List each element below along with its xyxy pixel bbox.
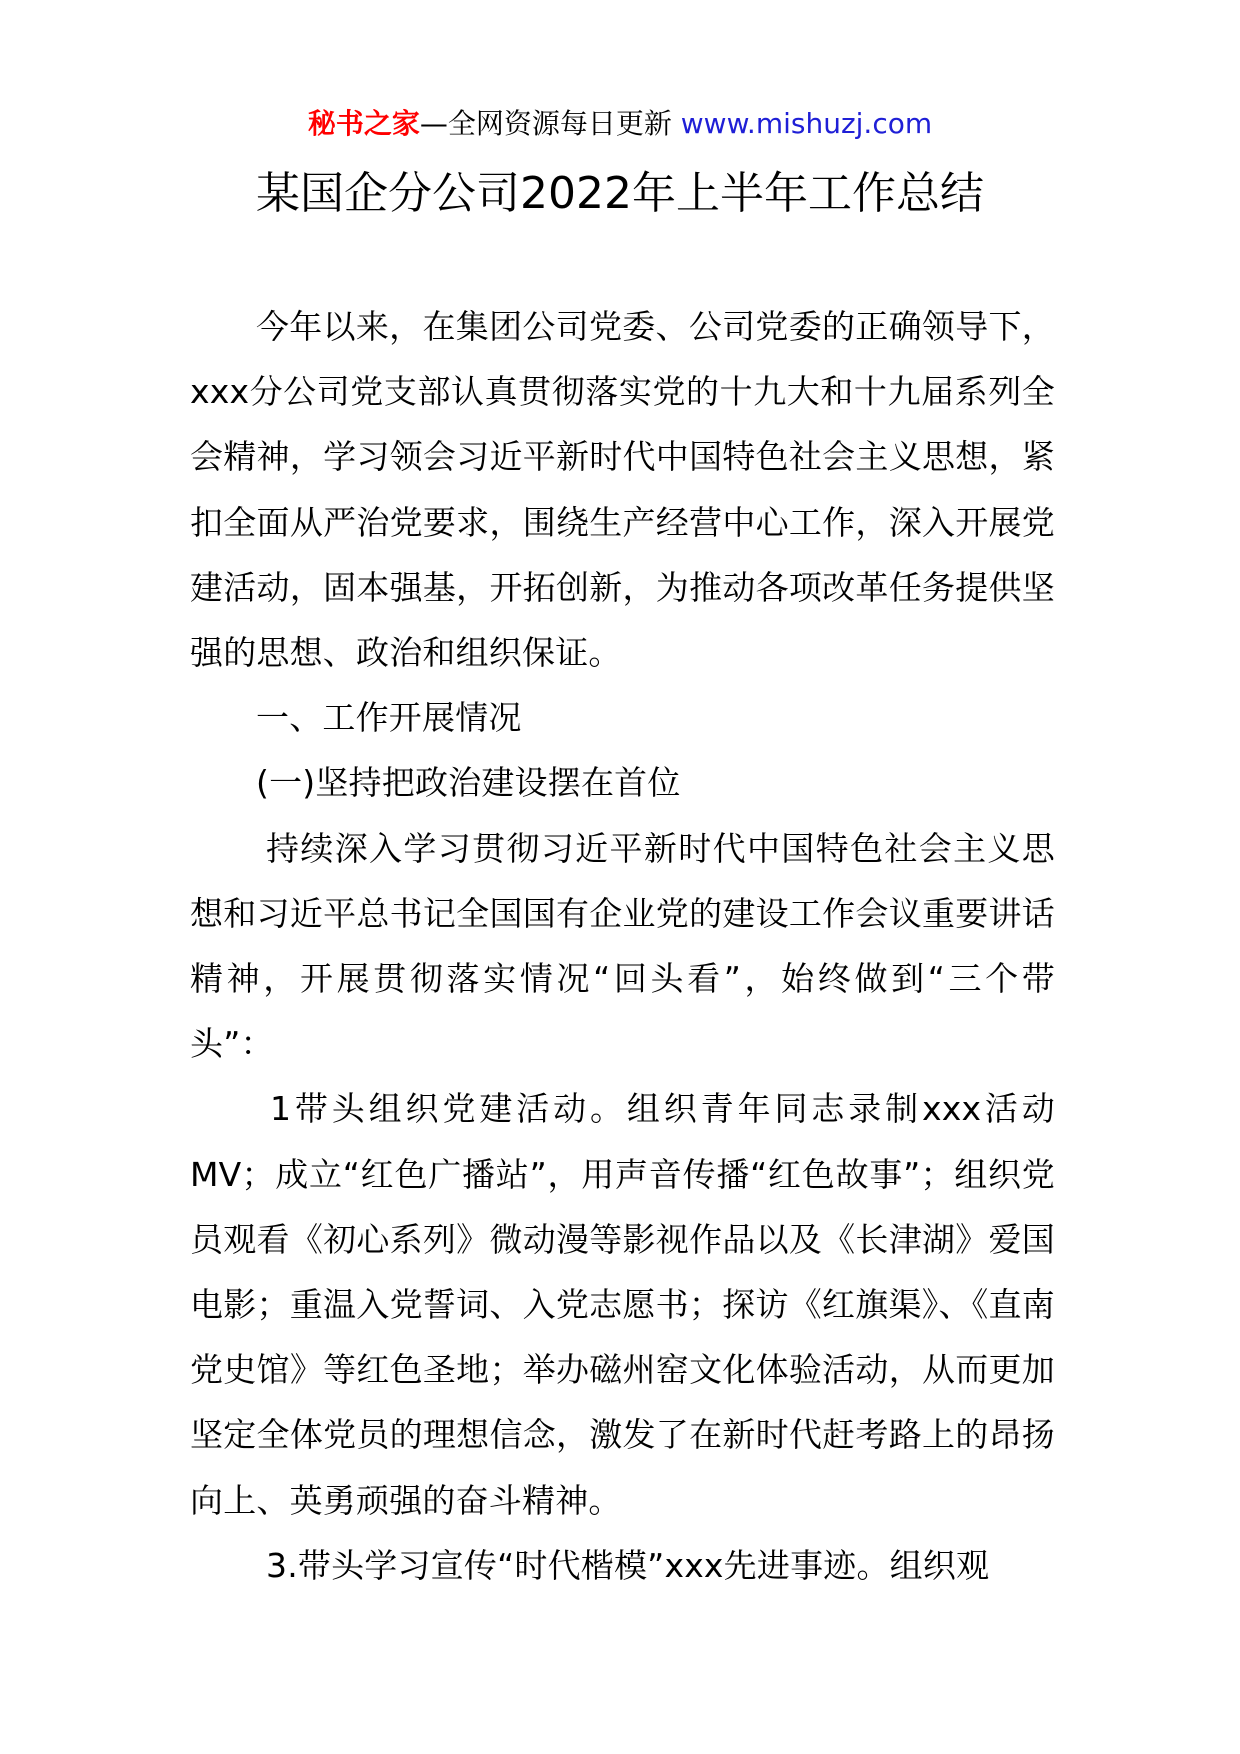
section-heading: 一、工作开展情况: [256, 698, 522, 738]
list-item-3: 3.带头学习宣传“时代楷模”xxx先进事迹。组织观: [266, 1545, 990, 1585]
site-tagline: —全网资源每日更新: [419, 107, 681, 140]
site-brand: 秘书之家: [307, 107, 420, 140]
intro-paragraph: 今年以来，在集团公司党委、公司党委的正确领导下，xxx分公司党支部认真贯彻落实党的十九大和十九届系列全会精神，学习领会习近平新时代中国特色社会主义思想，紧扣全面从严治党要求，围绕生产经营中心工作，深入开展党建活动，固本强基，开拓创新，为推动各项改革任务提供坚强的思想、政治和组织保证。: [190, 307, 1055, 673]
site-header: [0, 104, 1240, 144]
document-body: [190, 294, 1055, 1598]
subsection-heading: (一)坚持把政治建设摆在首位: [256, 763, 681, 803]
list-item-1: 1带头组织党建活动。组织青年同志录制xxx活动MV；成立“红色广播站”，用声音传播“红色故事”；组织党员观看《初心系列》微动漫等影视作品以及《长津湖》爱国电影；重温入党誓词、入党志愿书；探访《红旗渠》、《直南党史馆》等红色圣地；举办磁州窑文化体验活动，从而更加坚定全体党员的理想信念，激发了在新时代赶考路上的昂扬向上、英勇顽强的奋斗精神。: [190, 1089, 1055, 1520]
body-paragraph: 持续深入学习贯彻习近平新时代中国特色社会主义思想和习近平总书记全国国有企业党的建设工作会议重要讲话精神，开展贯彻落实情况“回头看”，始终做到“三个带头”：: [190, 828, 1055, 1064]
document-title: 某国企分公司2022年上半年工作总结: [256, 168, 984, 219]
site-url-link[interactable]: www.mishuzj.com: [680, 107, 933, 140]
